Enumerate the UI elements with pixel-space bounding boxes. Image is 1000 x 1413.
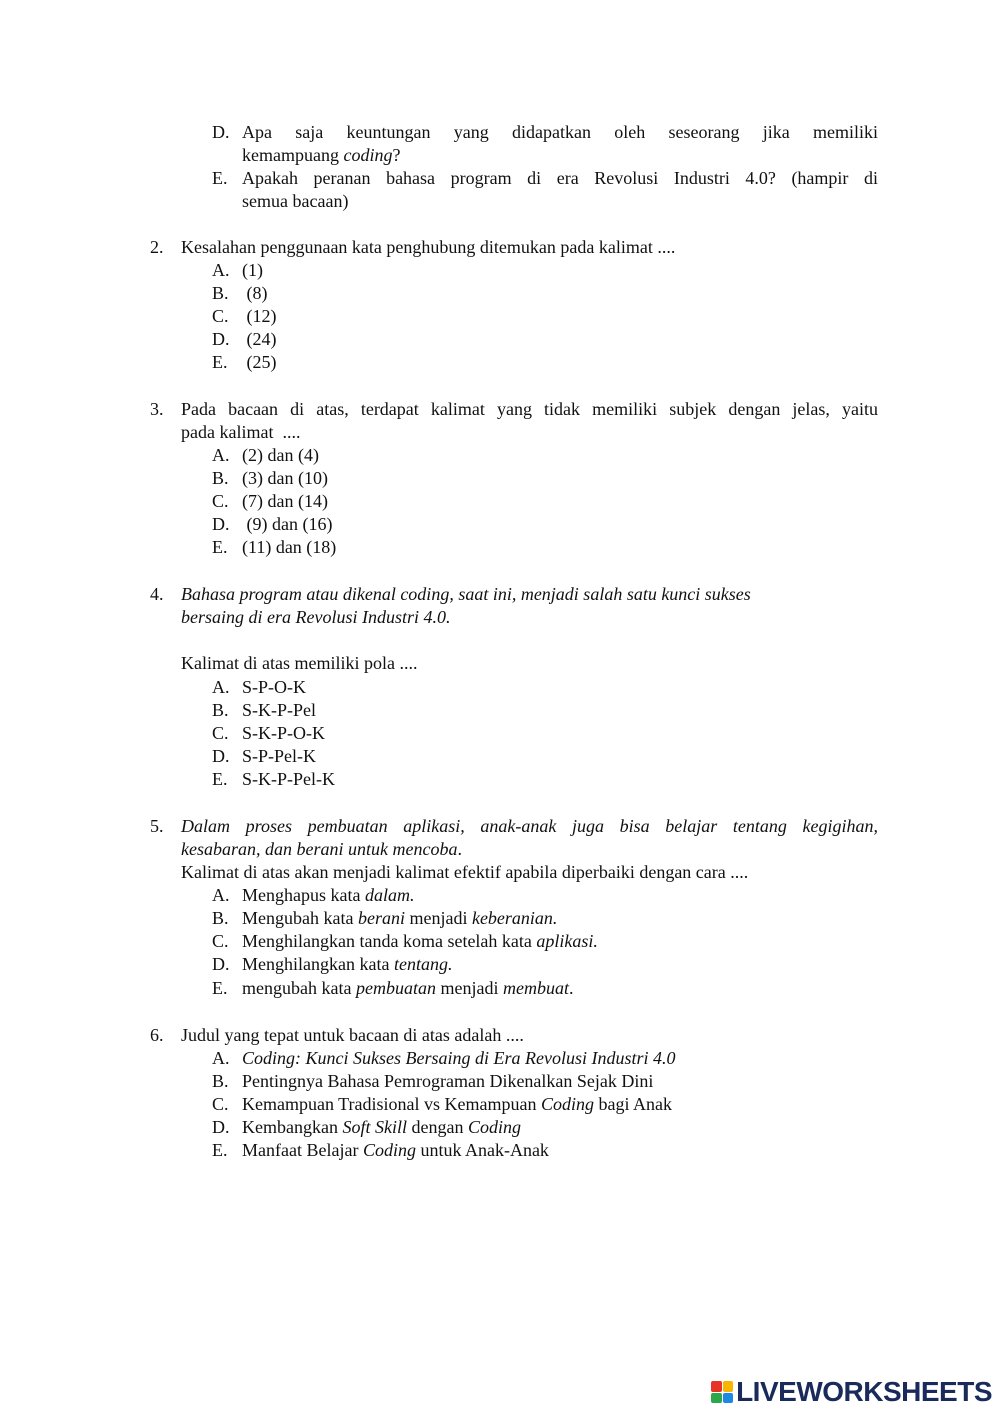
q4-option-e: S-K-P-Pel-K [242, 769, 335, 789]
q3-text-line2: pada kalimat .... [181, 422, 301, 442]
q2-option-c: (12) [242, 306, 277, 326]
q5-option-d-letter: D. [212, 954, 230, 974]
q6-option-a: Coding: Kunci Sukses Bersaing di Era Revolusi Industri 4.0 [242, 1048, 676, 1068]
q3-option-d-letter: D. [212, 514, 230, 534]
q6-option-c: Kemampuan Tradisional vs Kemampuan Coding bagi Anak [242, 1094, 672, 1114]
q1-option-d-letter: D. [212, 122, 230, 142]
q4-option-b-letter: B. [212, 700, 229, 720]
q6-text: Judul yang tepat untuk bacaan di atas adalah .... [181, 1025, 524, 1045]
q2-option-c-letter: C. [212, 306, 229, 326]
q1-option-e-line1: Apakah peranan bahasa program di era Revolusi Industri 4.0? (hampir di [242, 168, 878, 188]
q1-option-d-line2: kemampuang coding? [242, 145, 401, 165]
q4-quote-line2: bersaing di era Revolusi Industri 4.0. [181, 607, 451, 627]
q4-option-c: S-K-P-O-K [242, 723, 325, 743]
q5-prompt: Kalimat di atas akan menjadi kalimat efektif apabila diperbaiki dengan cara .... [181, 862, 749, 882]
q3-option-a-letter: A. [212, 445, 230, 465]
q3-number: 3. [150, 399, 164, 419]
q4-option-d: S-P-Pel-K [242, 746, 317, 766]
q6-number: 6. [150, 1025, 164, 1045]
q5-option-b-letter: B. [212, 908, 229, 928]
q2-option-e-letter: E. [212, 352, 228, 372]
logo-text: LIVEWORKSHEETS [736, 1376, 992, 1407]
q1-option-d-line1: Apa saja keuntungan yang didapatkan oleh seseorang jika memiliki [242, 122, 878, 142]
q5-option-a-letter: A. [212, 885, 230, 905]
logo-mark-square [723, 1393, 734, 1404]
q3-option-c-letter: C. [212, 491, 229, 511]
q4-number: 4. [150, 584, 164, 604]
q6-option-d-letter: D. [212, 1117, 230, 1137]
q4-quote-line1: Bahasa program atau dikenal coding, saat ini, menjadi salah satu kunci sukses [181, 584, 751, 604]
q3-option-e-letter: E. [212, 537, 228, 557]
logo-mark-square [711, 1393, 722, 1404]
q3-option-a: (2) dan (4) [242, 445, 319, 465]
q4-option-e-letter: E. [212, 769, 228, 789]
q4-option-a-letter: A. [212, 677, 230, 697]
q6-option-b: Pentingnya Bahasa Pemrograman Dikenalkan Sejak Dini [242, 1071, 654, 1091]
q2-text: Kesalahan penggunaan kata penghubung ditemukan pada kalimat .... [181, 237, 676, 257]
q4-prompt: Kalimat di atas memiliki pola .... [181, 653, 418, 673]
q4-option-c-letter: C. [212, 723, 229, 743]
q2-option-a: (1) [242, 260, 263, 280]
liveworksheets-logo[interactable] [711, 1376, 992, 1408]
q3-option-b-letter: B. [212, 468, 229, 488]
q5-option-c-letter: C. [212, 931, 229, 951]
q4-option-a: S-P-O-K [242, 677, 307, 697]
q6-option-e: Manfaat Belajar Coding untuk Anak-Anak [242, 1140, 549, 1160]
q6-option-c-letter: C. [212, 1094, 229, 1114]
logo-mark-square [711, 1381, 722, 1392]
q2-option-e: (25) [242, 352, 277, 372]
logo-mark-icon [711, 1381, 733, 1403]
q2-option-d-letter: D. [212, 329, 230, 349]
q5-quote-line1: Dalam proses pembuatan aplikasi, anak-anak juga bisa belajar tentang kegigihan, [181, 816, 878, 836]
q5-option-e: mengubah kata pembuatan menjadi membuat. [242, 978, 574, 998]
q6-option-d: Kembangkan Soft Skill dengan Coding [242, 1117, 521, 1137]
q3-option-b: (3) dan (10) [242, 468, 328, 488]
q3-text-line1: Pada bacaan di atas, terdapat kalimat yang tidak memiliki subjek dengan jelas, yaitu [181, 399, 878, 419]
q5-option-b: Mengubah kata berani menjadi keberanian. [242, 908, 558, 928]
q5-option-a: Menghapus kata dalam. [242, 885, 415, 905]
q1-option-e-line2: semua bacaan) [242, 191, 349, 211]
q5-number: 5. [150, 816, 164, 836]
q3-option-d: (9) dan (16) [242, 514, 333, 534]
q1-option-e-letter: E. [212, 168, 228, 188]
q5-option-e-letter: E. [212, 978, 228, 998]
q2-number: 2. [150, 237, 164, 257]
q5-option-c: Menghilangkan tanda koma setelah kata aplikasi. [242, 931, 598, 951]
q5-quote-line2: kesabaran, dan berani untuk mencoba. [181, 839, 462, 859]
q4-option-d-letter: D. [212, 746, 230, 766]
q2-option-a-letter: A. [212, 260, 230, 280]
q4-option-b: S-K-P-Pel [242, 700, 317, 720]
q3-option-e: (11) dan (18) [242, 537, 337, 557]
q6-option-e-letter: E. [212, 1140, 228, 1160]
q2-option-b: (8) [242, 283, 268, 303]
logo-mark-square [723, 1381, 734, 1392]
q2-option-b-letter: B. [212, 283, 229, 303]
q6-option-a-letter: A. [212, 1048, 230, 1068]
q3-option-c: (7) dan (14) [242, 491, 328, 511]
q5-option-d: Menghilangkan kata tentang. [242, 954, 453, 974]
q6-option-b-letter: B. [212, 1071, 229, 1091]
q2-option-d: (24) [242, 329, 277, 349]
